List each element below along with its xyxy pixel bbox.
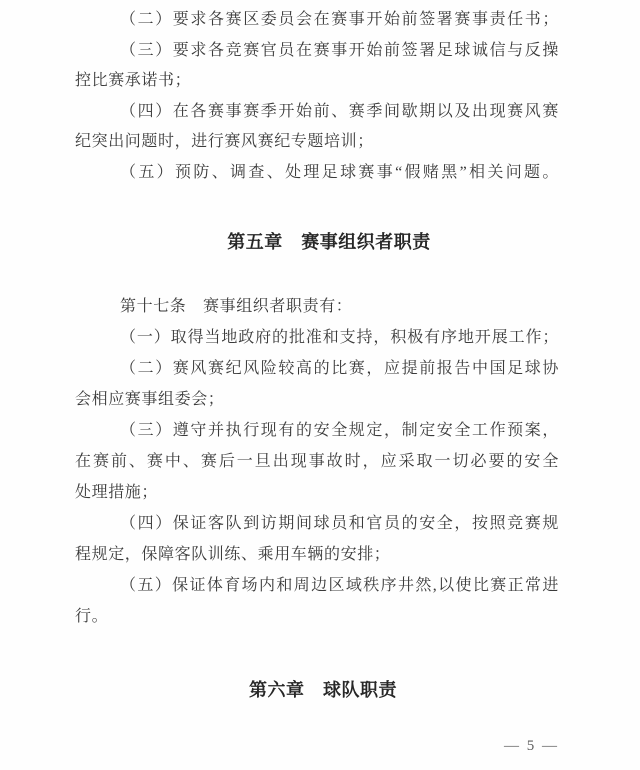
page-number: — 5 — [504,738,559,754]
intro-list [75,0,559,188]
text-line: （二）要求各赛区委员会在赛事开始前签署赛事责任书； [120,11,559,28]
text-line: 行。 [75,608,109,625]
text-line: 在赛前、赛中、赛后一旦出现事故时，应采取一切必要的安全 [75,453,559,470]
text-line: 第十七条 赛事组织者职责有： [120,298,353,315]
text-line: （三）遵守并执行现有的安全规定，制定安全工作预案， [120,422,559,439]
text-line: （二）赛风赛纪风险较高的比赛，应提前报告中国足球协 [120,360,559,377]
text-column [75,0,559,705]
text-line: 会相应赛事组委会； [75,391,225,408]
text-line: （一）取得当地政府的批准和支持，积极有序地开展工作； [120,329,559,346]
chapter6-heading: 第六章 球队职责 [249,680,397,700]
text-line: 纪突出问题时，进行赛风赛纪专题培训； [75,133,374,150]
text-line: （五）保证体育场内和周边区域秩序井然,以使比赛正常进 [120,577,559,594]
text-line: （五）预防、调查、处理足球赛事“假赌黑”相关问题。 [120,163,559,181]
chapter5-heading: 第五章 赛事组织者职责 [227,232,431,252]
text-line: 控比赛承诺书； [75,72,192,89]
text-line: 处理措施； [75,484,159,501]
text-line: （三）要求各竞赛官员在赛事开始前签署足球诚信与反操 [120,41,559,59]
text-line: 程规定，保障客队训练、乘用车辆的安排； [75,546,391,563]
text-line: （四）保证客队到访期间球员和官员的安全，按照竞赛规 [120,515,559,532]
text-line: （四）在各赛事赛季开始前、赛季间歇期以及出现赛风赛 [120,102,559,120]
chapter5-body [75,291,559,632]
